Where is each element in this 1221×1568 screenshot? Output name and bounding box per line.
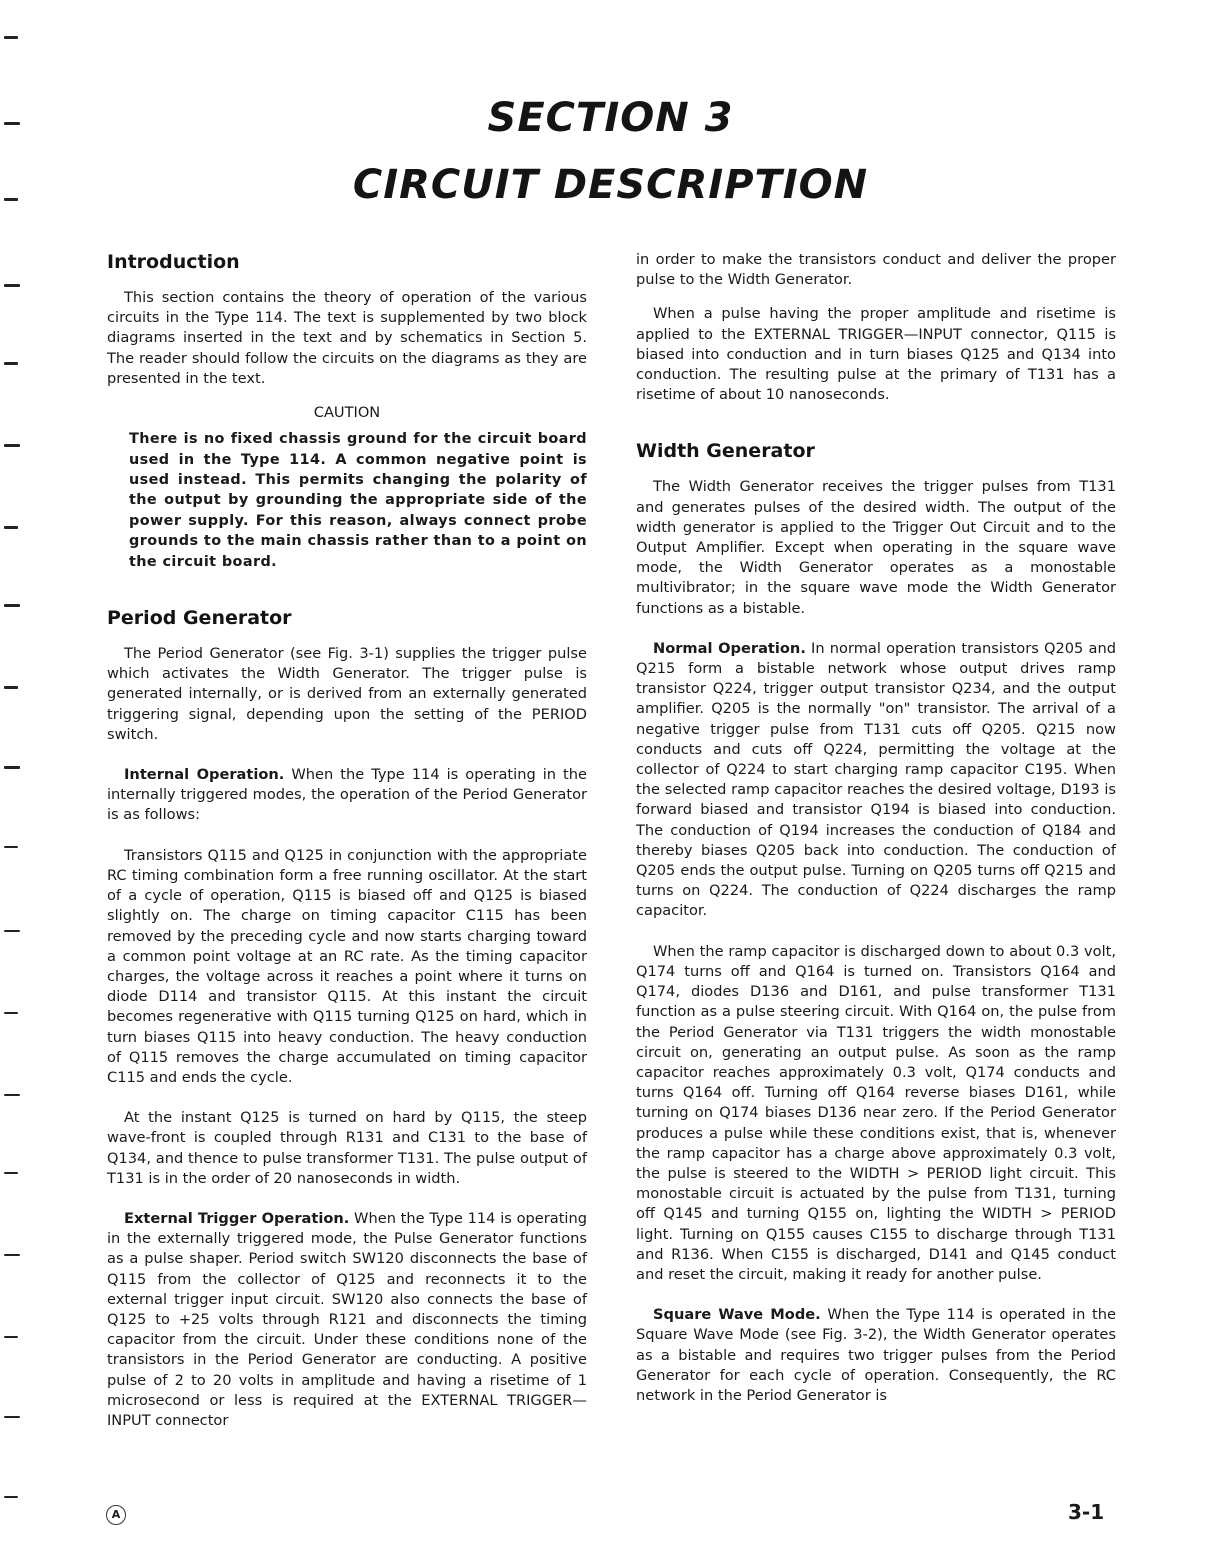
margin-mark [4,766,20,769]
caution-text: There is no fixed chassis ground for the circuit board used in the Type 114. A common negative point is used instead. This permits changing the polarity of the output by grounding the appropriate side of the power supply. For this reason, always connect probe grounds to the main chassis rather than to a point on the circuit board. [129,431,587,570]
right-column [636,250,1116,1420]
square-wave-paragraph [636,1305,1116,1406]
square-wave-lead: Square Wave Mode. [653,1306,821,1324]
introduction-heading: Introduction [107,251,240,273]
period-generator-heading: Period Generator [107,607,292,630]
internal-operation-lead: Internal Operation. [124,766,285,784]
margin-mark [4,362,18,365]
introduction-paragraph: This section contains the theory of operation of the various circuits in the Type 114. The text is supplemented by two block diagrams inserted in the text and by schematics in Section 5. The reader should follow the circuits on the diagrams as they are presented in the text. [107,289,587,387]
normal-operation-text: In normal operation transistors Q205 and Q215 form a bistable network whose output drives ramp transistor Q224, trigger output transistor Q234, and the output amplifier. Q205 is the normally "on" transistor. The arrival of a negative trigger pulse from T131 cuts off Q205. Q215 now conducts and cuts off Q224, permitting the voltage at the collector of Q224 to start charging ramp capacitor C195. When the selected ramp capacitor reaches the desired voltage, D193 is forward biased and transistor Q194 is biased into conduction. The conduction of Q194 increases the conduction of Q184 and thereby biases Q205 back into conduction. The conduction of Q205 ends the output pulse. Turning on Q205 turns off Q215 and turns on Q224. The conduction of Q224 discharges the ramp capacitor. [636,639,1116,920]
margin-mark [4,686,18,689]
internal-operation-paragraph-3: At the instant Q125 is turned on hard by Q115, the steep wave-front is coupled through R131 and C131 to the base of Q134, and thence to pulse transformer T131. The pulse output of T131 is in the order of 20 nanoseconds in width. [107,1109,587,1187]
period-generator-paragraph: The Period Generator (see Fig. 3-1) supplies the trigger pulse which activates the Width Generator. The trigger pulse is generated internally, or is derived from an externally generated triggering signal, depending upon the setting of the PERIOD switch. [107,645,587,743]
margin-mark [4,36,18,39]
continued-paragraph: in order to make the transistors conduct and deliver the proper pulse to the Width Generator. [636,251,1116,289]
margin-mark [4,846,18,848]
page-number: 3-1 [1068,1500,1105,1524]
internal-operation-paragraph [107,765,587,826]
section-number: SECTION 3 [487,95,734,141]
normal-operation-lead: Normal Operation. [653,639,806,657]
external-trigger-lead: External Trigger Operation. [124,1209,350,1227]
margin-mark [4,1496,18,1498]
section-title: CIRCUIT DESCRIPTION [352,162,869,208]
margin-mark [4,1416,20,1418]
external-trigger-text: When the Type 114 is operating in the externally triggered mode, the Pulse Generator functions as a pulse shaper. Period switch SW120 disconnects the base of Q115 from the collector of Q125 and reconnects it to the external trigger input circuit. SW120 also connects the base of Q125 to +25 volts through R121 and disconnects the timing capacitor from the circuit. Under these conditions none of the transistors in the Period Generator are conducting. A positive pulse of 2 to 20 volts in amplitude and having a risetime of 1 microsecond or less is required at the EXTERNAL TRIGGER—INPUT connector [107,1209,587,1429]
square-wave-text: When the Type 114 is operated in the Square Wave Mode (see Fig. 3-2), the Width Generator operates as a bistable and requires two trigger pulses from the Period Generator for each cycle of operation. Consequently, the RC network in the Period Generator is [636,1306,1116,1404]
caution-title: CAUTION [313,404,381,422]
internal-operation-text: When the Type 114 is operating in the internally triggered modes, the operation of the Period Generator is as follows: [107,766,587,824]
margin-mark [4,930,20,932]
margin-mark [4,1254,20,1256]
margin-mark [4,1172,18,1174]
binding-margin-marks [0,0,40,1568]
left-column [107,250,587,1445]
margin-mark [4,444,20,447]
normal-operation-paragraph-2: When the ramp capacitor is discharged down to about 0.3 volt, Q174 turns off and Q164 is turned on. Transistors Q164 and Q174, diodes D136 and D161, and pulse transformer T131 function as a pulse steering circuit. With Q164 on, the pulse from the Period Generator via T131 triggers the width monostable circuit on, generating an output pulse. As soon as the ramp capacitor reaches approximately 0.3 volt, Q174 conducts and turns Q164 off. Turning off Q164 reverse biases D161, while turning on Q174 biases D136 near zero. If the Period Generator produces a pulse while these conditions exist, that is, whenever the ramp capacitor has a charge above approximately 0.3 volt, the pulse is steered to the WIDTH > PERIOD light circuit. This monostable circuit is actuated by the pulse from T131, turning off Q145 and turning Q155 on, lighting the WIDTH > PERIOD light. Turning on Q155 causes C155 to discharge through T131 and R136. When C155 is discharged, D141 and Q145 conduct and reset the circuit, making it ready for another pulse. [636,942,1116,1283]
margin-mark [4,604,20,607]
revision-mark: A [106,1505,126,1525]
external-trigger-paragraph [107,1209,587,1431]
external-trigger-result-paragraph: When a pulse having the proper amplitude and risetime is applied to the EXTERNAL TRIGGER—INPUT connector, Q115 is biased into conduction and in turn biases Q125 and Q134 into conduction. The resulting pulse at the primary of T131 has a risetime of about 10 nanoseconds. [636,305,1116,404]
margin-mark [4,1012,18,1014]
normal-operation-paragraph [636,639,1116,922]
margin-mark [4,1336,18,1338]
margin-mark [4,1094,20,1096]
width-generator-paragraph: The Width Generator receives the trigger pulses from T131 and generates pulses of the desired width. The output of the width generator is applied to the Trigger Out Circuit and to the Output Amplifier. Except when operating in the square wave mode, the Width Generator operates as a monostable multivibrator; in the square wave mode the Width Generator functions as a bistable. [636,478,1116,617]
internal-operation-paragraph-2: Transistors Q115 and Q125 in conjunction with the appropriate RC timing combination form a free running oscillator. At the start of a cycle of operation, Q115 is biased off and Q125 is biased slightly on. The charge on timing capacitor C115 has been removed by the preceding cycle and now starts charging toward a common point voltage at an RC rate. As the timing capacitor charges, the voltage across it reaches a point where it turns on diode D114 and transistor Q115. At this instant the circuit becomes regenerative with Q115 turning Q125 on hard, which in turn biases Q115 into heavy conduction. The heavy conduction of Q115 removes the charge accumulated on timing capacitor C115 and ends the cycle. [107,846,587,1086]
margin-mark [4,284,20,287]
margin-mark [4,526,18,529]
width-generator-heading: Width Generator [636,440,815,463]
